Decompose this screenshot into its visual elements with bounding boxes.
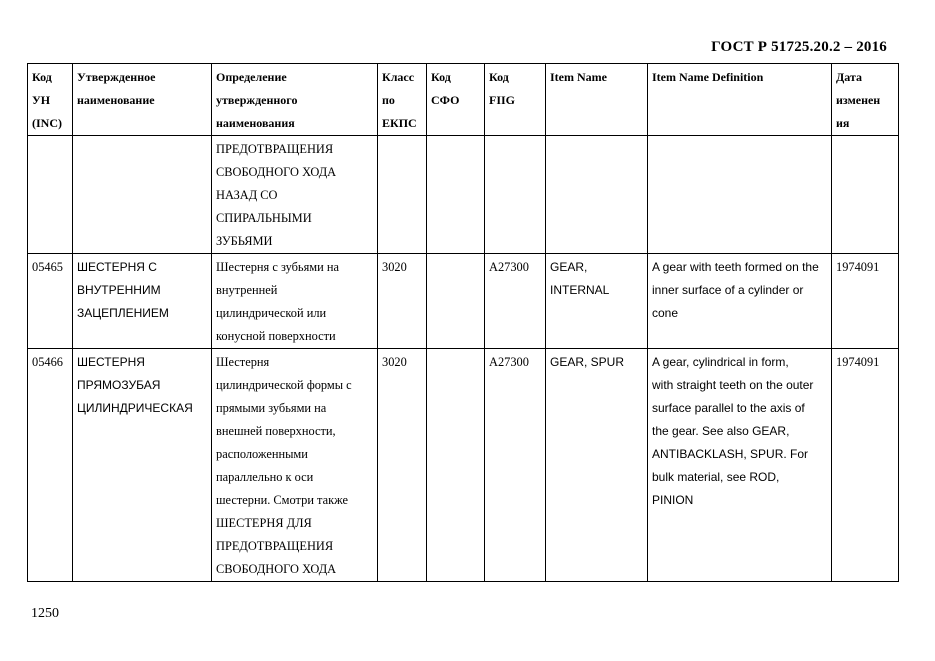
table-row [28, 349, 899, 582]
cell-item-def: A gear with teeth formed on the inner surface of a cylinder or cone [648, 254, 832, 349]
col-header-fiig: Код FIIG [485, 64, 546, 136]
page-number: 1250 [31, 606, 59, 621]
cell-approved-name: ШЕСТЕРНЯ С ВНУТРЕННИМ ЗАЦЕПЛЕНИЕМ [73, 254, 212, 349]
cell-item-name: GEAR, INTERNAL [546, 254, 648, 349]
cell-fiig: A27300 [485, 254, 546, 349]
document-code: ГОСТ Р 51725.20.2 – 2016 [711, 39, 887, 55]
cell-inc: 05465 [28, 254, 73, 349]
table-row [28, 136, 899, 254]
cell-class [378, 136, 427, 254]
cell-item-def [648, 136, 832, 254]
cell-fiig [485, 136, 546, 254]
cell-approved-name: ШЕСТЕРНЯ ПРЯМОЗУБАЯ ЦИЛИНДРИЧЕСКАЯ [73, 349, 212, 582]
cell-item-def: A gear, cylindrical in form, with straight teeth on the outer surface parallel to the axis of the gear. See also GEAR, ANTIBACKLASH, SPUR. For bulk material, see ROD, PINION [648, 349, 832, 582]
cell-class: 3020 [378, 254, 427, 349]
cell-definition: Шестерня цилиндрической формы с прямыми зубьями на внешней поверхности, расположенными параллельно к оси шестерни. Смотри также ШЕСТЕРНЯ ДЛЯ ПРЕДОТВРАЩЕНИЯ СВОБОДНОГО ХОДА [212, 349, 378, 582]
col-header-sfo: Код СФО [427, 64, 485, 136]
cell-approved-name [73, 136, 212, 254]
col-header-date: Дата изменен ия [832, 64, 899, 136]
col-header-class: Класс по ЕКПС [378, 64, 427, 136]
cell-inc: 05466 [28, 349, 73, 582]
col-header-inc: Код УН (INC) [28, 64, 73, 136]
table-header-row [28, 64, 899, 136]
col-header-item-name: Item Name [546, 64, 648, 136]
cell-definition: Шестерня с зубьями на внутренней цилиндрической или конусной поверхности [212, 254, 378, 349]
cell-fiig: A27300 [485, 349, 546, 582]
col-header-item-def: Item Name Definition [648, 64, 832, 136]
cell-sfo [427, 349, 485, 582]
cell-date [832, 136, 899, 254]
col-header-approved-name: Утвержденное наименование [73, 64, 212, 136]
cell-sfo [427, 254, 485, 349]
cell-item-name [546, 136, 648, 254]
nomenclature-table [27, 63, 899, 582]
table-row [28, 254, 899, 349]
cell-item-name: GEAR, SPUR [546, 349, 648, 582]
cell-class: 3020 [378, 349, 427, 582]
cell-date: 1974091 [832, 254, 899, 349]
cell-definition: ПРЕДОТВРАЩЕНИЯ СВОБОДНОГО ХОДА НАЗАД СО СПИРАЛЬНЫМИ ЗУБЬЯМИ [212, 136, 378, 254]
cell-inc [28, 136, 73, 254]
cell-sfo [427, 136, 485, 254]
cell-date: 1974091 [832, 349, 899, 582]
col-header-definition: Определение утвержденного наименования [212, 64, 378, 136]
